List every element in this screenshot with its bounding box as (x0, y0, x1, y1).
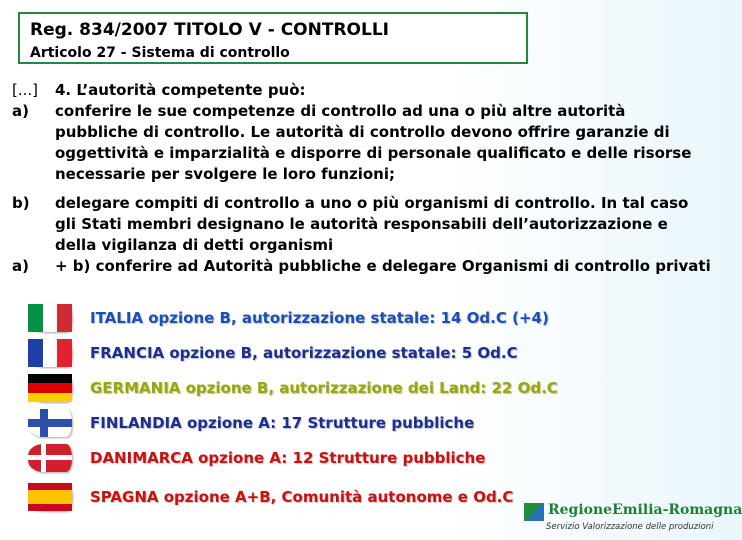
country-row-francia (28, 338, 648, 368)
logo-name: RegioneEmilia-Romagna (548, 502, 742, 518)
country-label: SPAGNA opzione A+B, Comunità autonome e Od.C (90, 488, 514, 506)
country-label: ITALIA opzione B, autorizzazione statale: 14 Od.C (+4) (90, 309, 549, 327)
finland-flag-icon (28, 409, 72, 437)
slide-title: Reg. 834/2007 TITOLO V - CONTROLLI (30, 20, 389, 40)
title-box (18, 12, 528, 64)
item-a-row (12, 101, 712, 185)
country-row-finlandia (28, 408, 648, 438)
germany-flag-icon (28, 374, 72, 402)
item-b-row (12, 193, 712, 256)
item-ab-marker: a) (12, 257, 29, 275)
country-label: GERMANIA opzione B, autorizzazione dei Land: 22 Od.C (90, 379, 558, 397)
country-row-germania (28, 373, 648, 403)
item-b-text: delegare compiti di controllo a uno o più organismi di controllo. In tal caso gli Stati membri designano le autorità responsabili dell’autorizzazione e della vigilanza di detti organismi (55, 194, 689, 254)
article-text (12, 80, 712, 277)
country-label: FRANCIA opzione B, autorizzazione statale: 5 Od.C (90, 344, 518, 362)
regione-emblem-icon (524, 503, 544, 521)
item-ab-text: + b) conferire ad Autorità pubbliche e delegare Organismi di controllo privati (55, 257, 711, 275)
slide-subtitle: Articolo 27 - Sistema di controllo (30, 45, 290, 61)
intro-text: 4. L’autorità competente può: (55, 81, 306, 99)
country-row-danimarca (28, 443, 648, 473)
country-row-italia (28, 303, 648, 333)
item-b-marker: b) (12, 194, 30, 212)
item-ab-row (12, 256, 712, 277)
regione-logo (524, 500, 742, 534)
denmark-flag-icon (28, 444, 72, 472)
france-flag-icon (28, 339, 72, 367)
country-label: FINLANDIA opzione A: 17 Strutture pubbliche (90, 414, 475, 432)
ellipsis-marker: [...] (12, 81, 39, 99)
item-a-marker: a) (12, 102, 29, 120)
item-a-text: conferire le sue competenze di controllo ad una o più altre autorità pubbliche di controllo. Le autorità di controllo devono offrire garanzie di oggettività e imparzialità e disporre di personale qualificato e delle risorse necessarie per svolgere le loro funzioni; (55, 102, 692, 183)
italy-flag-icon (28, 304, 72, 332)
country-label: DANIMARCA opzione A: 12 Strutture pubbliche (90, 449, 486, 467)
logo-service: Servizio Valorizzazione delle produzioni (546, 522, 714, 532)
spain-flag-icon (28, 483, 72, 511)
intro-row (12, 80, 712, 101)
